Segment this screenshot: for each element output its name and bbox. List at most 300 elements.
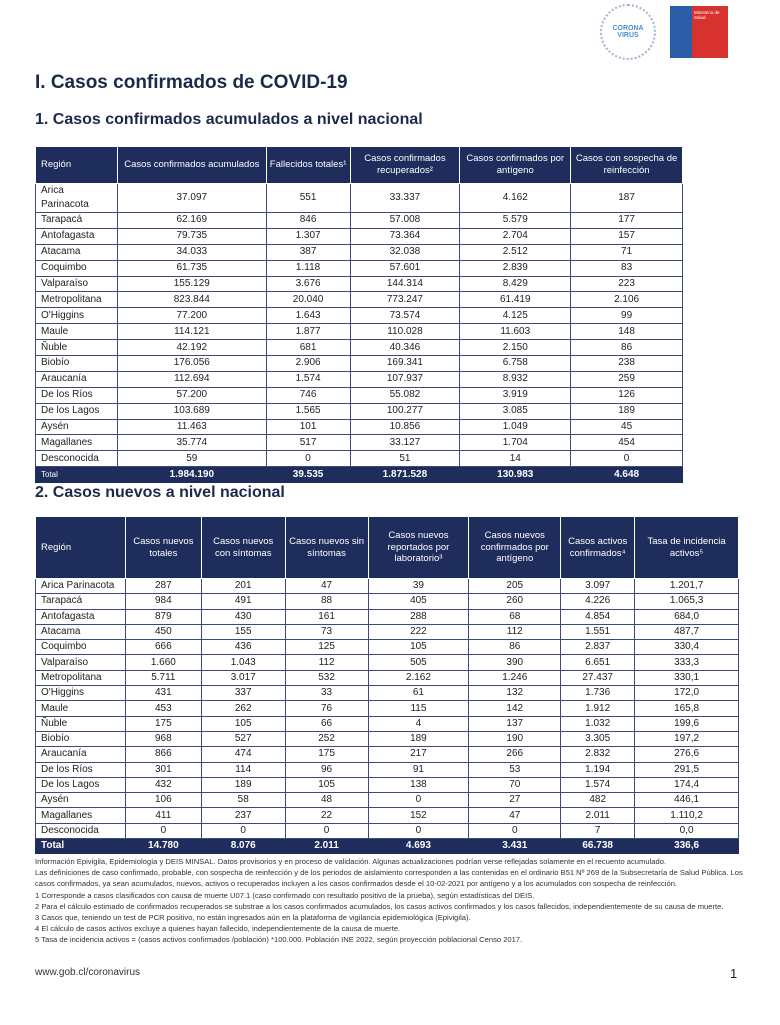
table-row <box>36 823 739 838</box>
region-cell: Aysén <box>36 419 118 435</box>
table-cell: 42.192 <box>117 340 266 356</box>
region-cell: Magallanes <box>36 808 126 823</box>
table-cell: 61 <box>368 686 469 701</box>
table-row <box>36 403 683 419</box>
table-cell: 453 <box>125 701 201 716</box>
page-title: I. Casos confirmados de COVID-19 <box>35 72 348 93</box>
table-cell: 58 <box>201 793 285 808</box>
footnote: 2 Para el cálculo estimado de confirmados recuperados se substrae a los casos confirmados acumulados, los casos activos confirmados y los casos fallecidos, independientemente de su causa de muerte. <box>35 901 724 911</box>
table-cell: 5.711 <box>125 670 201 685</box>
table-row <box>36 731 739 746</box>
table-cell: 390 <box>469 655 561 670</box>
table-cell: 138 <box>368 777 469 792</box>
table-cell: 446,1 <box>635 793 739 808</box>
table-cell: 105 <box>285 777 368 792</box>
table-cell: 55.082 <box>350 387 460 403</box>
table-cell: 2.011 <box>285 839 368 854</box>
table-cell: 105 <box>368 640 469 655</box>
table-cell: 27 <box>469 793 561 808</box>
table-cell: 11.603 <box>460 324 571 340</box>
region-cell: Total <box>36 467 118 483</box>
region-cell: Desconocida <box>36 451 118 467</box>
table-row <box>36 324 683 340</box>
table-cell: 105 <box>201 716 285 731</box>
table-cell: 505 <box>368 655 469 670</box>
table-cell: 73 <box>285 624 368 639</box>
table-cell: 259 <box>571 371 683 387</box>
region-cell: O'Higgins <box>36 686 126 701</box>
table-cell: 115 <box>368 701 469 716</box>
table-cell: 336,6 <box>635 839 739 854</box>
table-cell: 681 <box>266 340 350 356</box>
table-cell: 2.150 <box>460 340 571 356</box>
total-row <box>36 839 739 854</box>
region-cell: Antofagasta <box>36 228 118 244</box>
table-cell: 666 <box>125 640 201 655</box>
table-cell: 968 <box>125 731 201 746</box>
footnotes <box>35 856 745 946</box>
table-cell: 96 <box>285 762 368 777</box>
ministerio-salud-logo: Ministerio de Salud <box>670 6 728 58</box>
table-cell: 0 <box>571 451 683 467</box>
table-cell: 3.431 <box>469 839 561 854</box>
table-row <box>36 747 739 762</box>
table-cell: 59 <box>117 451 266 467</box>
table-cell: 142 <box>469 701 561 716</box>
table-row <box>36 387 683 403</box>
column-header: Casos nuevos totales <box>125 517 201 579</box>
table-cell: 11.463 <box>117 419 266 435</box>
table-cell: 57.008 <box>350 213 460 229</box>
table-cell: 411 <box>125 808 201 823</box>
table-cell: 1.574 <box>561 777 635 792</box>
table-cell: 177 <box>571 213 683 229</box>
footnote: 4 El cálculo de casos activos excluye a quienes hayan fallecido, independientemente de la causa de muerte. <box>35 924 401 934</box>
website-link[interactable]: www.gob.cl/coronavirus <box>35 967 141 978</box>
region-cell: Total <box>36 839 126 854</box>
table-cell: 431 <box>125 686 201 701</box>
table-cell: 70 <box>469 777 561 792</box>
table-cell: 61.419 <box>460 292 571 308</box>
region-cell: Metropolitana <box>36 292 118 308</box>
table-cell: 172,0 <box>635 686 739 701</box>
table-cell: 330,4 <box>635 640 739 655</box>
table-cell: 132 <box>469 686 561 701</box>
table-row <box>36 594 739 609</box>
table-row <box>36 228 683 244</box>
region-cell: Coquimbo <box>36 260 118 276</box>
table-cell: 8.429 <box>460 276 571 292</box>
table-cell: 33.127 <box>350 435 460 451</box>
footnote: 5 Tasa de incidencia activos = (casos activos confirmados /población) *100.000. Población INE 2022, según proyección poblacional Censo 2017. <box>35 935 523 945</box>
table-row <box>36 808 739 823</box>
table-cell: 51 <box>350 451 460 467</box>
table-cell: 262 <box>201 701 285 716</box>
table-cell: 66.738 <box>561 839 635 854</box>
table-row <box>36 340 683 356</box>
table-cell: 450 <box>125 624 201 639</box>
table-cell: 37.097 <box>117 184 266 213</box>
table-cell: 114 <box>201 762 285 777</box>
table-cell: 79.735 <box>117 228 266 244</box>
table-cell: 33.337 <box>350 184 460 213</box>
region-cell: Biobío <box>36 356 118 372</box>
table-cell: 237 <box>201 808 285 823</box>
table-cell: 152 <box>368 808 469 823</box>
table-cell: 288 <box>368 609 469 624</box>
table-cell: 517 <box>266 435 350 451</box>
table-cell: 5.579 <box>460 213 571 229</box>
table-row <box>36 793 739 808</box>
table-cell: 176.056 <box>117 356 266 372</box>
table-cell: 436 <box>201 640 285 655</box>
region-cell: Tarapacá <box>36 213 118 229</box>
section2-title: 2. Casos nuevos a nivel nacional <box>35 484 285 501</box>
table-cell: 773.247 <box>350 292 460 308</box>
region-cell: Metropolitana <box>36 670 126 685</box>
footnote: Información Epivigila, Epidemiología y DEIS MINSAL. Datos provisorios y en proceso de validación. Algunas actualizaciones podrían verse reflejadas solamente en el recuento acumulado. <box>35 857 667 866</box>
table-cell: 14.780 <box>125 839 201 854</box>
region-cell: Ñuble <box>36 716 126 731</box>
table-cell: 3.017 <box>201 670 285 685</box>
table-row <box>36 276 683 292</box>
table-cell: 189 <box>571 403 683 419</box>
table-cell: 287 <box>125 579 201 594</box>
table-cell: 39 <box>368 579 469 594</box>
table-cell: 144.314 <box>350 276 460 292</box>
table-cell: 684,0 <box>635 609 739 624</box>
region-cell: Maule <box>36 324 118 340</box>
table-cell: 53 <box>469 762 561 777</box>
column-header: Casos nuevos con síntomas <box>201 517 285 579</box>
table-cell: 430 <box>201 609 285 624</box>
table-cell: 330,1 <box>635 670 739 685</box>
table-cell: 1.043 <box>201 655 285 670</box>
region-cell: Arica Parinacota <box>36 184 118 213</box>
footnote: Las definiciones de caso confirmado, probable, con sospecha de reinfección y de los periodos de aislamiento corresponden a las contenidas en el ordinario B51 Nº 269 de la Subsecretaría de Salud Pública. Los casos confirmados, ya sean acumulados, nuevos, activos o recuperados incluyen a los casos confirmados desde el 10-02-2021 por antígeno y a los acumulados con sospecha de reinfección. <box>35 868 743 889</box>
table-cell: 107.937 <box>350 371 460 387</box>
table-cell: 0 <box>469 823 561 838</box>
table-row <box>36 419 683 435</box>
table-cell: 3.676 <box>266 276 350 292</box>
table-cell: 32.038 <box>350 244 460 260</box>
column-header: Casos confirmados por antígeno <box>460 147 571 184</box>
table-cell: 39.535 <box>266 467 350 483</box>
region-cell: Tarapacá <box>36 594 126 609</box>
region-cell: Magallanes <box>36 435 118 451</box>
table-cell: 260 <box>469 594 561 609</box>
table-cell: 161 <box>285 609 368 624</box>
table-cell: 4.854 <box>561 609 635 624</box>
region-cell: Arica Parinacota <box>36 579 126 594</box>
column-header: Casos activos confirmados⁴ <box>561 517 635 579</box>
table-cell: 823.844 <box>117 292 266 308</box>
table-cell: 866 <box>125 747 201 762</box>
region-cell: Atacama <box>36 624 126 639</box>
table-cell: 3.305 <box>561 731 635 746</box>
table-cell: 405 <box>368 594 469 609</box>
table-cell: 112 <box>285 655 368 670</box>
table-cell: 4.226 <box>561 594 635 609</box>
region-cell: Biobío <box>36 731 126 746</box>
table-cell: 125 <box>285 640 368 655</box>
table-cell: 174,4 <box>635 777 739 792</box>
table-row <box>36 184 683 213</box>
table-cell: 20.040 <box>266 292 350 308</box>
table-cell: 217 <box>368 747 469 762</box>
table-cell: 4.162 <box>460 184 571 213</box>
region-cell: Araucanía <box>36 371 118 387</box>
region-cell: Antofagasta <box>36 609 126 624</box>
table-cell: 222 <box>368 624 469 639</box>
table-row <box>36 260 683 276</box>
table-cell: 333,3 <box>635 655 739 670</box>
table-row <box>36 716 739 731</box>
table-row <box>36 244 683 260</box>
page-number: 1 <box>730 966 738 981</box>
table-cell: 165,8 <box>635 701 739 716</box>
table-cell: 4 <box>368 716 469 731</box>
table-cell: 1.065,3 <box>635 594 739 609</box>
table-cell: 1.246 <box>469 670 561 685</box>
table-cell: 205 <box>469 579 561 594</box>
table-cell: 126 <box>571 387 683 403</box>
table-cell: 130.983 <box>460 467 571 483</box>
table-cell: 291,5 <box>635 762 739 777</box>
table-cell: 190 <box>469 731 561 746</box>
table-row <box>36 762 739 777</box>
table-row <box>36 213 683 229</box>
table-cell: 432 <box>125 777 201 792</box>
table-cell: 137 <box>469 716 561 731</box>
table-cell: 532 <box>285 670 368 685</box>
table-cell: 223 <box>571 276 683 292</box>
table-cell: 4.648 <box>571 467 683 483</box>
table-cell: 35.774 <box>117 435 266 451</box>
table-cell: 112 <box>469 624 561 639</box>
table-cell: 114.121 <box>117 324 266 340</box>
table-cell: 155.129 <box>117 276 266 292</box>
table-cell: 1.871.528 <box>350 467 460 483</box>
footnote: 1 Corresponde a casos clasificados con causa de muerte U07.1 (caso confirmado con resultado positivo de la prueba), según estadísticas del DEIS. <box>35 890 535 900</box>
table-cell: 3.097 <box>561 579 635 594</box>
table-cell: 2.011 <box>561 808 635 823</box>
table-cell: 201 <box>201 579 285 594</box>
table-cell: 2.512 <box>460 244 571 260</box>
table-cell: 77.200 <box>117 308 266 324</box>
new-cases-table <box>35 516 739 854</box>
column-header: Región <box>36 147 118 184</box>
table-cell: 88 <box>285 594 368 609</box>
table-cell: 34.033 <box>117 244 266 260</box>
table-cell: 100.277 <box>350 403 460 419</box>
table-cell: 14 <box>460 451 571 467</box>
table-cell: 454 <box>571 435 683 451</box>
table-cell: 8.932 <box>460 371 571 387</box>
table-cell: 45 <box>571 419 683 435</box>
table-cell: 2.839 <box>460 260 571 276</box>
table-row <box>36 701 739 716</box>
table-cell: 1.660 <box>125 655 201 670</box>
table-cell: 33 <box>285 686 368 701</box>
table-row <box>36 686 739 701</box>
table-cell: 6.758 <box>460 356 571 372</box>
region-cell: Maule <box>36 701 126 716</box>
region-cell: Valparaíso <box>36 655 126 670</box>
column-header: Casos confirmados acumulados <box>117 147 266 184</box>
table-cell: 8.076 <box>201 839 285 854</box>
table-cell: 157 <box>571 228 683 244</box>
table-row <box>36 624 739 639</box>
table-cell: 71 <box>571 244 683 260</box>
table-cell: 1.049 <box>460 419 571 435</box>
table-cell: 83 <box>571 260 683 276</box>
table-cell: 1.565 <box>266 403 350 419</box>
table-cell: 73.574 <box>350 308 460 324</box>
table-cell: 86 <box>469 640 561 655</box>
table-cell: 551 <box>266 184 350 213</box>
table-row <box>36 655 739 670</box>
table-cell: 276,6 <box>635 747 739 762</box>
table-cell: 62.169 <box>117 213 266 229</box>
table-cell: 76 <box>285 701 368 716</box>
column-header: Casos nuevos reportados por laboratorio³ <box>368 517 469 579</box>
table-cell: 86 <box>571 340 683 356</box>
table-cell: 1.032 <box>561 716 635 731</box>
table-cell: 99 <box>571 308 683 324</box>
table-cell: 337 <box>201 686 285 701</box>
table-cell: 103.689 <box>117 403 266 419</box>
table-cell: 746 <box>266 387 350 403</box>
table-cell: 91 <box>368 762 469 777</box>
table-cell: 0 <box>201 823 285 838</box>
table-cell: 846 <box>266 213 350 229</box>
total-row <box>36 467 683 483</box>
table-cell: 527 <box>201 731 285 746</box>
region-cell: Desconocida <box>36 823 126 838</box>
table-cell: 301 <box>125 762 201 777</box>
table-cell: 984 <box>125 594 201 609</box>
table-cell: 0,0 <box>635 823 739 838</box>
region-cell: Valparaíso <box>36 276 118 292</box>
table-cell: 2.837 <box>561 640 635 655</box>
region-cell: De los Lagos <box>36 777 126 792</box>
table-cell: 66 <box>285 716 368 731</box>
plan-coronavirus-logo: CORONA VIRUS <box>600 4 656 60</box>
table-cell: 47 <box>285 579 368 594</box>
table-cell: 187 <box>571 184 683 213</box>
table-row <box>36 308 683 324</box>
region-cell: De los Ríos <box>36 762 126 777</box>
footnote: 3 Casos que, teniendo un test de PCR positivo, no están ingresados aún en la plataforma de vigilancia epidemiológica (Epivigila). <box>35 913 471 923</box>
table-row <box>36 292 683 308</box>
table-cell: 4.125 <box>460 308 571 324</box>
table-cell: 68 <box>469 609 561 624</box>
table-cell: 1.704 <box>460 435 571 451</box>
table-row <box>36 435 683 451</box>
table-cell: 169.341 <box>350 356 460 372</box>
column-header: Tasa de incidencia activos⁵ <box>635 517 739 579</box>
table-cell: 1.574 <box>266 371 350 387</box>
table-cell: 1.551 <box>561 624 635 639</box>
table-cell: 0 <box>368 793 469 808</box>
table-cell: 2.106 <box>571 292 683 308</box>
table-cell: 1.194 <box>561 762 635 777</box>
table-cell: 482 <box>561 793 635 808</box>
table-cell: 1.736 <box>561 686 635 701</box>
region-cell: Coquimbo <box>36 640 126 655</box>
column-header: Casos confirmados recuperados² <box>350 147 460 184</box>
table-cell: 2.832 <box>561 747 635 762</box>
table-cell: 148 <box>571 324 683 340</box>
region-cell: Ñuble <box>36 340 118 356</box>
column-header: Región <box>36 517 126 579</box>
table-cell: 1.877 <box>266 324 350 340</box>
table-cell: 47 <box>469 808 561 823</box>
table-cell: 487,7 <box>635 624 739 639</box>
table-cell: 112.694 <box>117 371 266 387</box>
table-row <box>36 371 683 387</box>
table-cell: 879 <box>125 609 201 624</box>
region-cell: Aysén <box>36 793 126 808</box>
table-cell: 387 <box>266 244 350 260</box>
table-row <box>36 640 739 655</box>
table-cell: 10.856 <box>350 419 460 435</box>
table-cell: 2.906 <box>266 356 350 372</box>
column-header: Casos nuevos confirmados por antígeno <box>469 517 561 579</box>
table-cell: 101 <box>266 419 350 435</box>
region-cell: Atacama <box>36 244 118 260</box>
table-row <box>36 579 739 594</box>
table-cell: 474 <box>201 747 285 762</box>
table-cell: 106 <box>125 793 201 808</box>
table-row <box>36 451 683 467</box>
header-logos <box>600 4 728 60</box>
column-header: Fallecidos totales¹ <box>266 147 350 184</box>
cumulative-cases-table <box>35 146 683 483</box>
region-cell: De los Lagos <box>36 403 118 419</box>
table-cell: 57.200 <box>117 387 266 403</box>
table-cell: 1.307 <box>266 228 350 244</box>
table-cell: 175 <box>285 747 368 762</box>
table-cell: 1.984.190 <box>117 467 266 483</box>
table-row <box>36 777 739 792</box>
table-cell: 491 <box>201 594 285 609</box>
column-header: Casos con sospecha de reinfección <box>571 147 683 184</box>
table-cell: 57.601 <box>350 260 460 276</box>
table-cell: 175 <box>125 716 201 731</box>
table-row <box>36 356 683 372</box>
table-cell: 40.346 <box>350 340 460 356</box>
table-cell: 7 <box>561 823 635 838</box>
region-cell: O'Higgins <box>36 308 118 324</box>
section1-title: 1. Casos confirmados acumulados a nivel nacional <box>35 111 423 128</box>
table-cell: 199,6 <box>635 716 739 731</box>
table-cell: 27.437 <box>561 670 635 685</box>
table-cell: 0 <box>125 823 201 838</box>
region-cell: Araucanía <box>36 747 126 762</box>
table-cell: 73.364 <box>350 228 460 244</box>
table-cell: 266 <box>469 747 561 762</box>
table-row <box>36 670 739 685</box>
table-cell: 6.651 <box>561 655 635 670</box>
table-cell: 0 <box>368 823 469 838</box>
table-cell: 61.735 <box>117 260 266 276</box>
table-cell: 4.693 <box>368 839 469 854</box>
table-cell: 48 <box>285 793 368 808</box>
table-cell: 189 <box>201 777 285 792</box>
table-cell: 1.118 <box>266 260 350 276</box>
